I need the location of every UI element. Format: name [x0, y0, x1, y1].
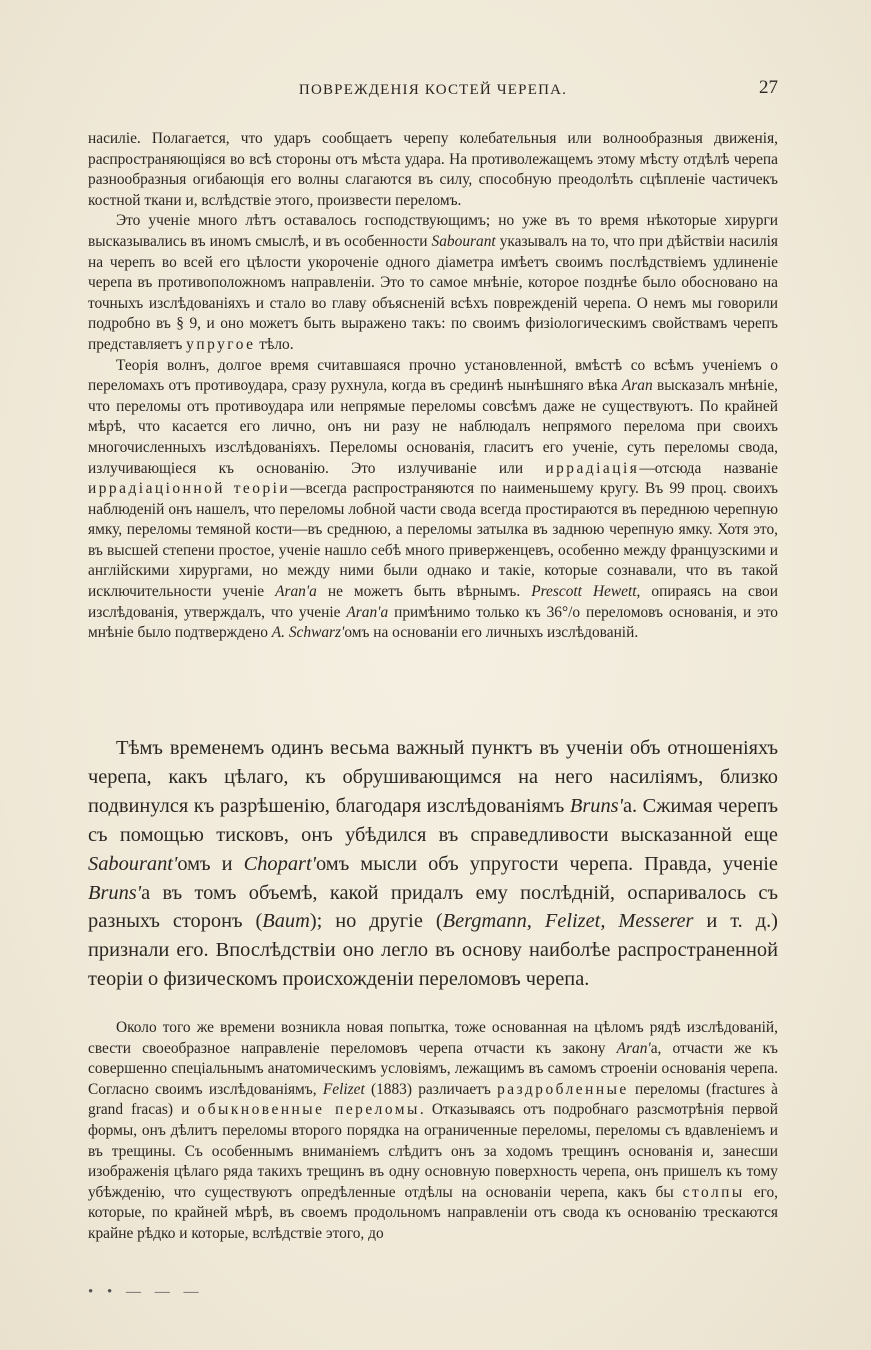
- text-run: Тѣмъ временемъ одинъ весьма важный пунктъ въ ученіи объ отношеніяхъ черепа, какъ цѣлаго, къ обрушивающимся на него насиліямъ, близко подвинулся къ разрѣшенію, благодаря изслѣдованіямъ: [88, 737, 778, 817]
- text-run: тѣло.: [255, 335, 294, 353]
- text-run: —всегда распространяются по наименьшему кругу. Въ 99 проц. своихъ наблюденій онъ нашелъ, что переломы лобной части свода всегда простираются въ переднюю черепную ямку, переломы темяной кости—въ среднюю, а переломы затылка въ заднюю черепную ямку. Хотя это, въ высшей степени простое, ученіе нашло себѣ много приверженцевъ, особенно между французскими и англійскими хирургами, но между ними были однако и такіе, которые сознавали, что въ такой исключительности ученіе: [88, 480, 778, 601]
- text-run: (1883) различаетъ: [364, 1080, 498, 1098]
- text-run: не можетъ быть вѣрнымъ.: [316, 583, 532, 601]
- spaced-emphasis: столпы: [682, 1183, 745, 1201]
- spaced-emphasis: иррадіаціонной теоріи: [88, 480, 291, 498]
- author-name: Aran: [621, 377, 653, 395]
- text-run: омъ на основаніи его личныхъ изслѣдованій.: [344, 624, 639, 642]
- author-name: Chopart': [243, 852, 316, 875]
- author-name: Bruns': [569, 794, 623, 817]
- author-name: Bruns': [88, 881, 142, 904]
- page-header: [88, 77, 778, 104]
- text-run: Теорія волнъ, долгое время считавшаяся прочно установленной, вмѣстѣ со всѣмъ ученіемъ о переломахъ отъ противоудара, сразу рухнула, когда въ срединѣ нынѣшняго вѣка: [88, 356, 778, 395]
- author-name: Prescott Hewett: [531, 583, 637, 601]
- footer-marks: • • — — —: [88, 1284, 204, 1300]
- text-run: —отсюда названіе: [639, 459, 778, 477]
- text-run: указывалъ на то, что при дѣйствіи насилія на черепъ во всей его цѣлости укороченіе одного діаметра имѣетъ своимъ послѣдствіемъ удлиненіе черепа въ противоположномъ направленіи. Это то самое мнѣніе, которое позднѣе было обосновано на точныхъ изслѣдованіяхъ и стало во главу объясненій всѣхъ поврежденій черепа. О немъ мы говорили подробно въ § 9, и оно можетъ быть выражено такъ: по своимъ физіологическимъ свойствамъ черепъ представляетъ: [88, 232, 778, 353]
- text-run: высказалъ мнѣніе, что переломы отъ противоудара или непрямые переломы совсѣмъ даже не существуютъ. По крайней мѣрѣ, что касается его лично, онъ ни разу не наблюдалъ непрямого перелома при своихъ многочисленныхъ изслѣдованіяхъ. Переломы основанія, гласитъ его ученіе, суть переломы свода, излучивающіеся къ основанію. Это излучиваніе или: [88, 377, 779, 477]
- text-run: переломы (fractures à grand fracas) и: [88, 1080, 778, 1119]
- text-run: а въ томъ объемѣ, какой придалъ ему послѣдній, оспаривалось съ разныхъ сторонъ (: [88, 881, 778, 933]
- text-run: насиліе. Полагается, что ударъ сообщаетъ черепу колебательныя или волнообразныя движенія, распространяющіяся во всѣ стороны отъ мѣста удара. На противолежащемъ этому мѣсту отдѣлѣ черепа разнообразныя огибающія его волны слагаются въ силу, способную преодолѣть сцѣпленіе частичекъ костной ткани и, вслѣдствіе этого, произвести переломъ.: [88, 130, 778, 209]
- paragraph: [88, 129, 778, 211]
- author-name: Sabourant: [431, 232, 496, 250]
- spaced-emphasis: обыкновенные переломы: [197, 1101, 420, 1119]
- author-name: Aran'a: [346, 603, 389, 621]
- text-run: а, отчасти же къ совершенно спеціальнымъ анатомическимъ условіямъ, лежащимъ въ самомъ строеніи основанія черепа. Согласно своимъ изслѣдованіямъ,: [88, 1039, 778, 1098]
- small-print-block-1: [88, 129, 778, 644]
- text-run: а. Сжимая черепъ съ помощью тисковъ, онъ убѣдился въ справедливости высказанной еще: [88, 794, 778, 846]
- spaced-emphasis: иррадіація: [545, 459, 640, 477]
- text-run: и т. д.) признали его. Впослѣдствіи оно легло въ основу наиболѣе распространенной теоріи о физическомъ происхожденіи переломовъ черепа.: [88, 910, 778, 991]
- running-title: ПОВРЕЖДЕНІЯ КОСТЕЙ ЧЕРЕПА.: [298, 82, 568, 98]
- author-name: Sabourant': [88, 852, 178, 875]
- page-number: 27: [759, 77, 778, 98]
- paragraph: [88, 1018, 778, 1245]
- text-run: омъ и: [177, 852, 244, 875]
- author-name: A. Schwarz': [271, 624, 345, 642]
- author-name: Aran': [616, 1039, 651, 1057]
- paragraph: [88, 356, 778, 644]
- text-run: , опираясь на свои изслѣдованія, утверждалъ, что ученіе: [88, 583, 778, 621]
- spaced-emphasis: раздробленные: [497, 1080, 629, 1098]
- author-name: Felizet: [322, 1080, 365, 1098]
- text-run: Это ученіе много лѣтъ оставалось господствующимъ; но уже въ то время нѣкоторые хирурги высказывались въ иномъ смыслѣ, и въ особенности: [88, 212, 778, 250]
- author-name: Bergmann, Felizet, Messerer: [442, 910, 694, 933]
- large-print-block: [88, 734, 778, 994]
- text-run: его, которые, по крайней мѣрѣ, въ своемъ продольномъ направленіи отъ свода къ основанію трескаются крайне рѣдко и которые, вслѣдствіе этого, до: [88, 1183, 778, 1242]
- text-run: . Отказываясь отъ подробнаго разсмотрѣнія первой формы, онъ дѣлитъ переломы второго порядка на ограниченные переломы, переломы съ вдавленіемъ и въ трещины. Съ особеннымъ вниманіемъ слѣдитъ онъ за ходомъ трещинъ основанія и, занесши изображенія цѣлаго ряда такихъ трещинъ въ одну основную поверхность черепа, онъ пришелъ къ тому убѣжденію, что существуютъ опредѣленные отдѣлы на основаніи черепа, какъ бы: [88, 1101, 778, 1201]
- small-print-block-2: [88, 1018, 778, 1245]
- paragraph: [88, 734, 778, 994]
- text-run: ); но другіе (: [309, 910, 443, 933]
- paragraph: [88, 211, 778, 355]
- spaced-emphasis: упругое: [186, 335, 256, 353]
- text-run: Около того же времени возникла новая попытка, тоже основанная на цѣломъ рядѣ изслѣдованій, свести своеобразное направленіе переломовъ черепа отчасти къ закону: [88, 1019, 778, 1057]
- text-run: омъ мысли объ упругости черепа. Правда, ученіе: [315, 852, 778, 875]
- author-name: Aran'a: [275, 583, 317, 601]
- author-name: Baum: [262, 910, 310, 933]
- text-run: примѣнимо только къ 36°/о переломовъ основанія, и это мнѣніе было подтверждено: [88, 603, 779, 642]
